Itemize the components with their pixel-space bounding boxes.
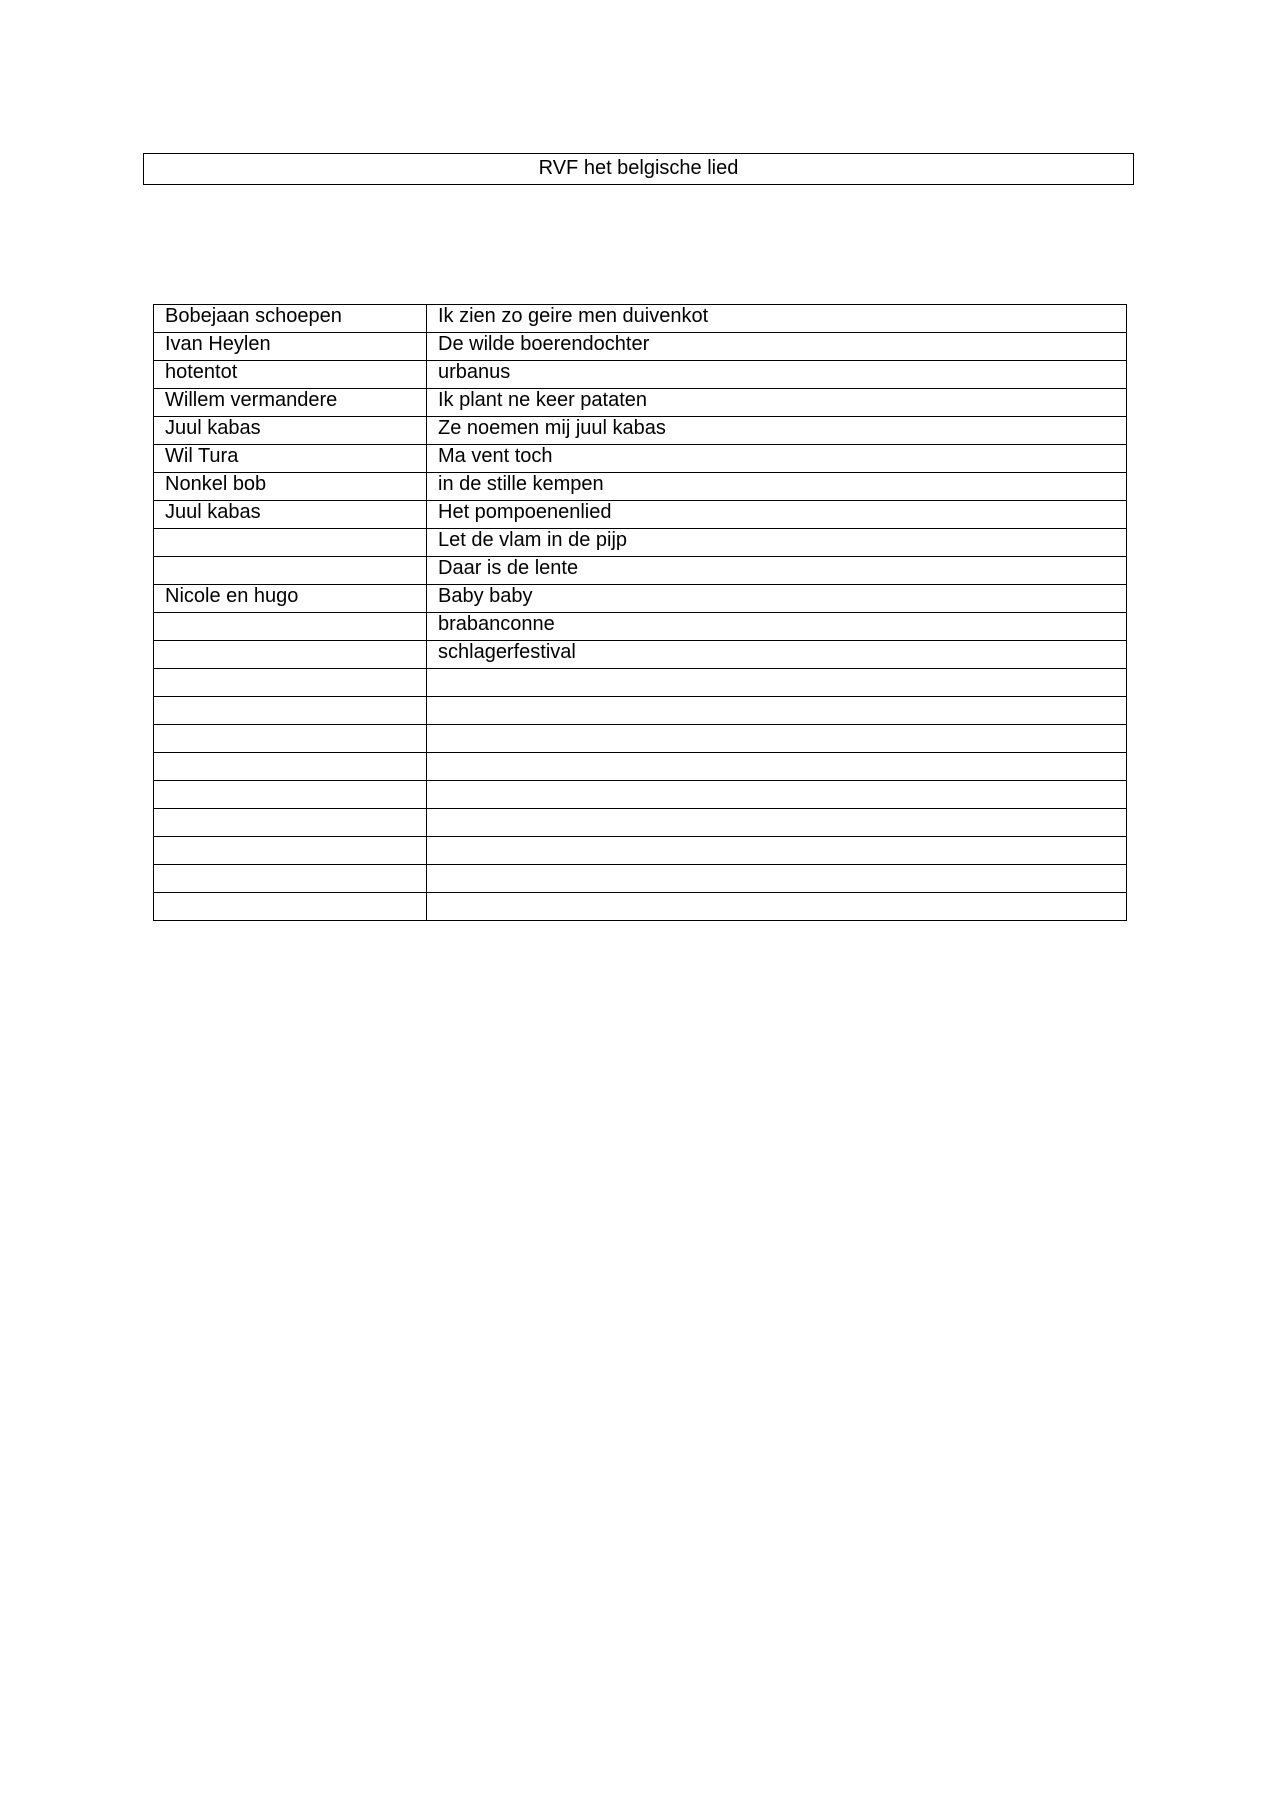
table-row bbox=[154, 837, 1127, 865]
artist-cell: Nicole en hugo bbox=[154, 585, 427, 613]
song-cell bbox=[427, 865, 1127, 893]
table-row bbox=[154, 725, 1127, 753]
table-row bbox=[154, 445, 1127, 473]
song-cell: Het pompoenenlied bbox=[427, 501, 1127, 529]
table-row bbox=[154, 305, 1127, 333]
artist-cell: Wil Tura bbox=[154, 445, 427, 473]
table-row bbox=[154, 501, 1127, 529]
artist-cell: Willem vermandere bbox=[154, 389, 427, 417]
table-row bbox=[154, 613, 1127, 641]
table-row bbox=[154, 697, 1127, 725]
artist-cell: Juul kabas bbox=[154, 417, 427, 445]
song-cell bbox=[427, 753, 1127, 781]
song-cell: Let de vlam in de pijp bbox=[427, 529, 1127, 557]
table-row bbox=[154, 865, 1127, 893]
song-cell bbox=[427, 725, 1127, 753]
table-row bbox=[154, 333, 1127, 361]
artist-cell bbox=[154, 641, 427, 669]
artist-cell bbox=[154, 809, 427, 837]
song-cell bbox=[427, 809, 1127, 837]
table-row bbox=[154, 557, 1127, 585]
artist-cell: Bobejaan schoepen bbox=[154, 305, 427, 333]
song-cell: Baby baby bbox=[427, 585, 1127, 613]
table-row bbox=[154, 529, 1127, 557]
song-cell: Ze noemen mij juul kabas bbox=[427, 417, 1127, 445]
artist-cell: Ivan Heylen bbox=[154, 333, 427, 361]
song-cell bbox=[427, 837, 1127, 865]
artist-cell bbox=[154, 893, 427, 921]
artist-cell: Nonkel bob bbox=[154, 473, 427, 501]
song-cell bbox=[427, 893, 1127, 921]
table-row bbox=[154, 361, 1127, 389]
document-title: RVF het belgische lied bbox=[143, 153, 1134, 185]
table-row bbox=[154, 753, 1127, 781]
artist-cell bbox=[154, 613, 427, 641]
table-row bbox=[154, 473, 1127, 501]
table-row bbox=[154, 893, 1127, 921]
song-cell: Ma vent toch bbox=[427, 445, 1127, 473]
song-cell: Ik zien zo geire men duivenkot bbox=[427, 305, 1127, 333]
song-cell bbox=[427, 781, 1127, 809]
song-cell: De wilde boerendochter bbox=[427, 333, 1127, 361]
artist-cell bbox=[154, 697, 427, 725]
song-cell: in de stille kempen bbox=[427, 473, 1127, 501]
table-row bbox=[154, 781, 1127, 809]
table-row bbox=[154, 585, 1127, 613]
artist-cell bbox=[154, 529, 427, 557]
artist-cell: hotentot bbox=[154, 361, 427, 389]
song-cell: Daar is de lente bbox=[427, 557, 1127, 585]
artist-cell: Juul kabas bbox=[154, 501, 427, 529]
song-cell: schlagerfestival bbox=[427, 641, 1127, 669]
artist-cell bbox=[154, 837, 427, 865]
table-row bbox=[154, 641, 1127, 669]
artist-cell bbox=[154, 669, 427, 697]
song-cell bbox=[427, 669, 1127, 697]
artist-cell bbox=[154, 725, 427, 753]
song-cell: brabanconne bbox=[427, 613, 1127, 641]
table-row bbox=[154, 669, 1127, 697]
song-table-body bbox=[154, 305, 1127, 921]
song-table bbox=[153, 304, 1127, 921]
song-cell: Ik plant ne keer pataten bbox=[427, 389, 1127, 417]
table-row bbox=[154, 389, 1127, 417]
artist-cell bbox=[154, 865, 427, 893]
artist-cell bbox=[154, 781, 427, 809]
song-cell bbox=[427, 697, 1127, 725]
song-cell: urbanus bbox=[427, 361, 1127, 389]
artist-cell bbox=[154, 557, 427, 585]
artist-cell bbox=[154, 753, 427, 781]
table-row bbox=[154, 417, 1127, 445]
table-row bbox=[154, 809, 1127, 837]
